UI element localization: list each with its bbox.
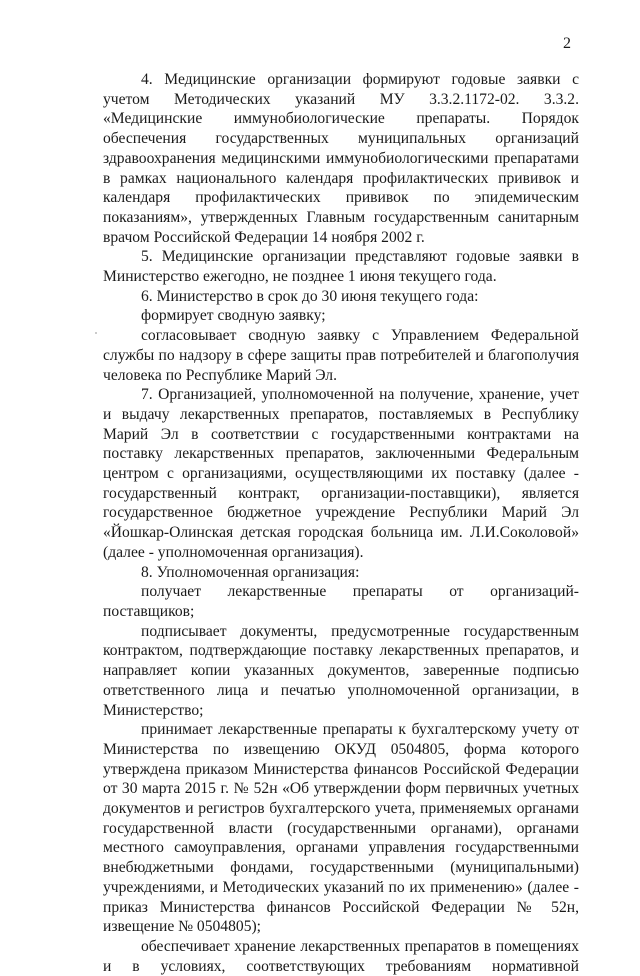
document-body bbox=[103, 70, 579, 976]
paragraph-8: 8. Уполномоченная организация: bbox=[141, 563, 360, 581]
scan-speck bbox=[95, 332, 97, 334]
paragraph-8-item-1: получает лекарственные препараты от организаций-поставщиков; bbox=[103, 583, 579, 620]
paragraph-8-item-3: принимает лекарственные препараты к бухгалтерскому учету от Министерства по извещению ОКУД 0504805, форма которого утверждена приказом Министерства финансов Российской Федерации от 30 марта 2015 г. № 52н «Об утверждении форм первичных учетных документов и регистров бухгалтерского учета, применяемых органами государственной власти (государственными органами), органами местного самоуправления, органами управления государственными внебюджетными фондами, государственными (муниципальными) учреждениями, и Методических указаний по их применению» (далее - приказ Министерства финансов Российской Федерации № 52н, извещение № 0504805); bbox=[103, 721, 579, 936]
paragraph-8-item-2: подписывает документы, предусмотренные государственным контрактом, подтверждающие поставку лекарственных препаратов, и направляет копии указанных документов, заверенные подписью ответственного лица и печатью уполномоченной организации, в Министерство; bbox=[103, 622, 579, 719]
paragraph-4: 4. Медицинские организации формируют годовые заявки с учетом Методических указаний МУ 3.3.2.1172-02. 3.3.2. «Медицинские иммунобиологические препараты. Порядок обеспечения государственных муниципальных организаций здравоохранения медицинскими иммунобиологическими препаратами в рамках национального календаря профилактических прививок и календаря профилактических прививок по эпидемическим показаниям», утвержденных Главным государственным санитарным врачом Российской Федерации 14 ноября 2002 г. bbox=[103, 71, 579, 246]
paragraph-8-item-4: обеспечивает хранение лекарственных препаратов в помещениях и в условиях, соответствующих требованиям нормативной bbox=[103, 937, 579, 975]
paragraph-6-item-1: формирует сводную заявку; bbox=[141, 307, 326, 325]
paragraph-6-item-2: согласовывает сводную заявку с Управлением Федеральной службы по надзору в сфере защиты прав потребителей и благополучия человека по Республике Марий Эл. bbox=[103, 327, 579, 384]
paragraph-5: 5. Медицинские организации представляют годовые заявки в Министерство ежегодно, не позднее 1 июня текущего года. bbox=[103, 248, 579, 286]
page-number: 2 bbox=[563, 35, 571, 52]
paragraph-7: 7. Организацией, уполномоченной на получение, хранение, учет и выдачу лекарственных препаратов, поставляемых в Республику Марий Эл в соответствии с государственными контрактами на поставку лекарственных препаратов, заключенными Федеральным центром с организациями, осуществляющими их поставку (далее - государственный контракт, организации-поставщики), является государственное бюджетное учреждение Республики Марий Эл «Йошкар-Олинская детская городская больница им. Л.И.Соколовой» (далее - уполномоченная организация). bbox=[103, 386, 579, 561]
paragraph-6: 6. Министерство в срок до 30 июня текущего года: bbox=[141, 287, 479, 305]
